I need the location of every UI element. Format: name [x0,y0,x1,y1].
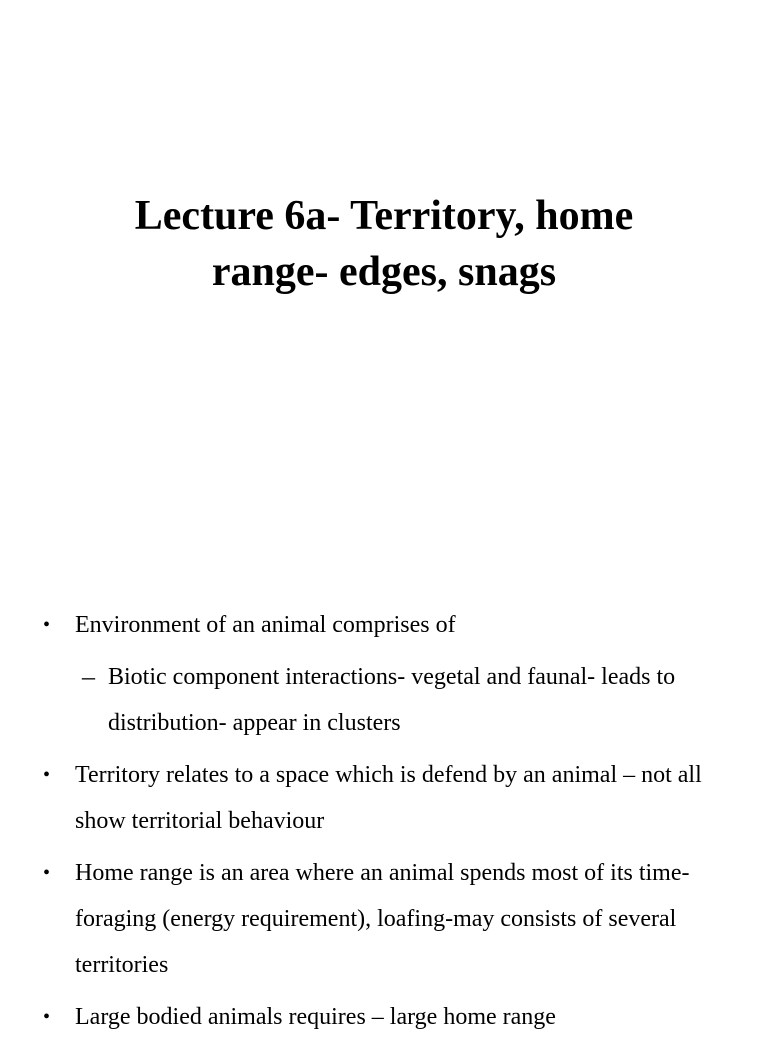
bullet-item [0,850,768,988]
bullet-text: Home range is an area where an animal spends most of its time- foraging (energy requirement), loafing-may consists of several territories [75,860,690,978]
bullet-dot-icon: • [43,1006,51,1028]
bullet-text: Large bodied animals requires – large home range [75,1004,556,1030]
bullet-dot-icon: • [43,764,51,786]
slide-title-line-1: Lecture 6a- Territory, home [134,193,634,239]
bullet-item [0,752,768,844]
bullet-list [0,602,768,1046]
sub-bullet-text: Biotic component interactions- vegetal and faunal- leads to distribution- appear in clusters [108,664,676,736]
bullet-item [0,994,768,1040]
bullet-text: Territory relates to a space which is defend by an animal – not all show territorial behaviour [75,762,702,834]
slide-title-line-2: range- edges, snags [211,249,557,295]
slide-title [40,188,728,300]
bullet-text: Environment of an animal comprises of [75,612,456,638]
dash-icon: – [82,662,95,691]
bullet-item [0,602,768,746]
sub-bullet-list [75,654,728,746]
bullet-dot-icon: • [43,614,51,636]
bullet-dot-icon: • [43,862,51,884]
sub-bullet-item [75,654,728,746]
